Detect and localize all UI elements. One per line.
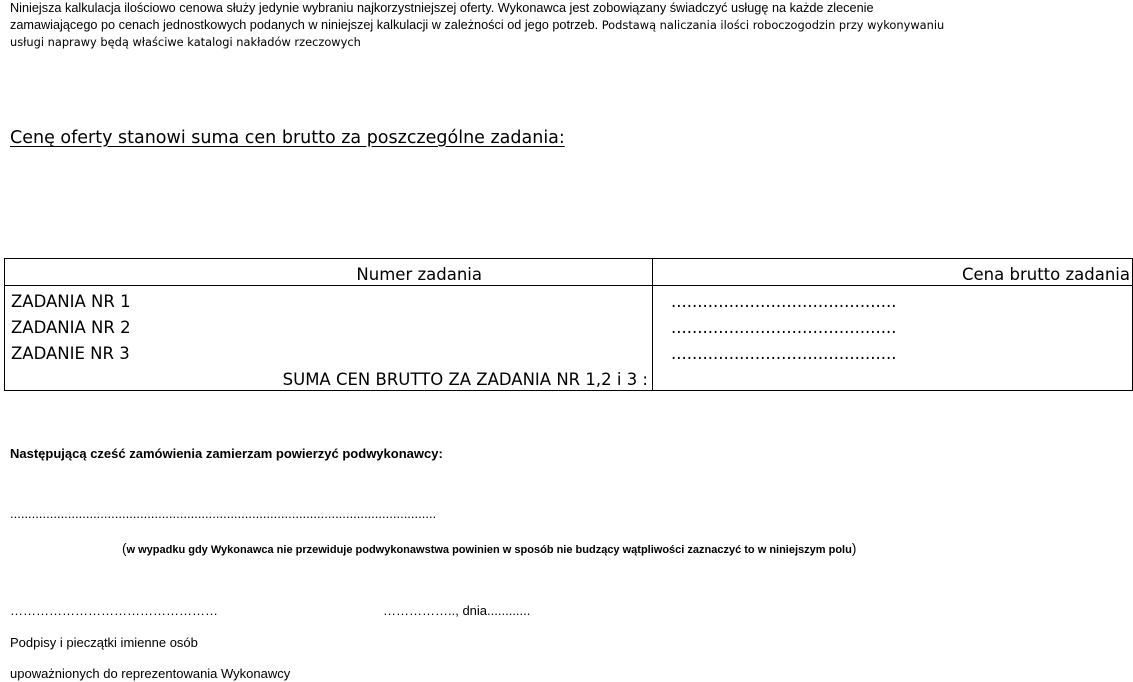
intro-text-part2: Podstawą naliczania ilości roboczogodzin przy wykonywaniu usługi naprawy będą właściwe katalogi nakładów rzeczowych <box>10 18 945 49</box>
note-open-paren: ( <box>122 541 127 556</box>
task-price-field[interactable]: ........................................... <box>653 312 1133 338</box>
offer-price-heading: Cenę oferty stanowi suma cen brutto za poszczególne zadania: <box>10 128 565 148</box>
sum-value-field[interactable] <box>653 364 1133 391</box>
table-row <box>5 286 1133 313</box>
task-label: ZADANIE NR 3 <box>5 338 653 364</box>
table-header-row <box>5 259 1133 286</box>
task-price-field[interactable]: ........................................... <box>653 286 1133 313</box>
table-row <box>5 312 1133 338</box>
signature-caption-line1: Podpisy i pieczątki imienne osób <box>10 635 198 650</box>
note-close-paren: ) <box>851 541 857 556</box>
subcontractor-note <box>122 541 856 556</box>
subcontractor-field[interactable]: ...................................................................................................................... <box>10 506 437 521</box>
task-label: ZADANIA NR 1 <box>5 286 653 313</box>
signature-caption-line2: upoważnionych do reprezentowania Wykonawcy <box>10 666 291 681</box>
task-label: ZADANIA NR 2 <box>5 312 653 338</box>
note-text: w wypadku gdy Wykonawca nie przewiduje podwykonawstwa powinien w sposób nie budzący wątpliwości zaznaczyć to w niniejszym polu <box>126 544 852 556</box>
signature-field[interactable]: ………………………………………… <box>10 603 218 618</box>
task-price-field[interactable]: ........................................... <box>653 338 1133 364</box>
date-field[interactable]: …………….., dnia............ <box>383 603 531 618</box>
sum-row <box>5 364 1133 391</box>
subcontractor-label: Następującą cześć zamówienia zamierzam powierzyć podwykonawcy: <box>10 446 443 461</box>
table-row <box>5 338 1133 364</box>
intro-paragraph <box>10 0 955 51</box>
column-header-number: Numer zadania <box>5 259 653 286</box>
sum-label: SUMA CEN BRUTTO ZA ZADANIA NR 1,2 i 3 : <box>5 364 653 391</box>
column-header-price: Cena brutto zadania <box>653 259 1133 286</box>
price-table <box>4 258 1133 391</box>
intro-text-part1: Niniejsza kalkulacja ilościowo cenowa służy jedynie wybraniu najkorzystniejszej oferty. Wykonawca jest zobowiązany świadczyć usługę na każde zlecenie zamawiającego po cenach jednostkowych podanych w niniejszej kalkulacji w zależności od jego potrzeb. <box>10 1 874 32</box>
